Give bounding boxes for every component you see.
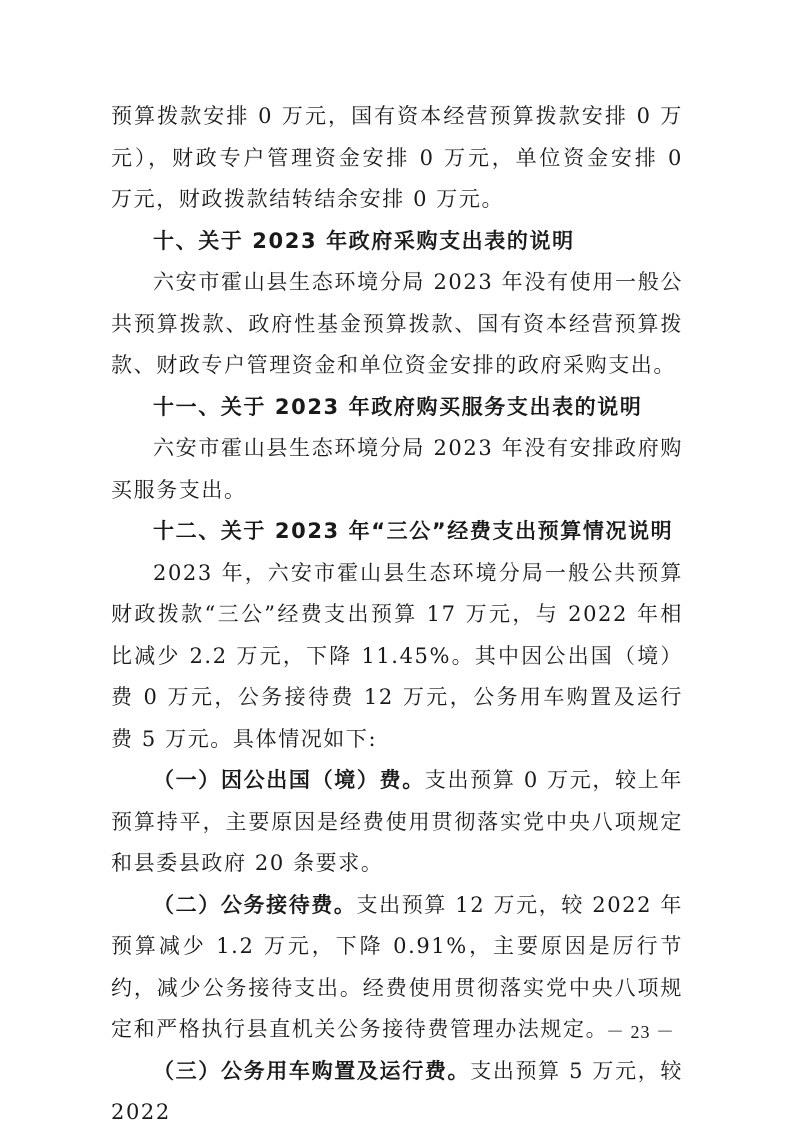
body-text bbox=[111, 96, 683, 1134]
paragraph-procurement: 六安市霍山县生态环境分局 2023 年没有使用一般公共预算拨款、政府性基金预算拨款、国有资本经营预算拨款、财政专户管理资金和单位资金安排的政府采购支出。 bbox=[111, 270, 683, 377]
paragraph-purchase-services: 六安市霍山县生态环境分局 2023 年没有安排政府购买服务支出。 bbox=[111, 436, 683, 502]
paragraph-three-public-summary: 2023 年，六安市霍山县生态环境分局一般公共预算财政拨款“三公”经费支出预算 17 万元，与 2022 年相比减少 2.2 万元，下降 11.45%。其中因公出国（境）费 0 万元，公务接待费 12 万元，公务用车购置及运行费 5 万元。具体情况如下: bbox=[111, 560, 683, 751]
paragraph-continuation: 预算拨款安排 0 万元，国有资本经营预算拨款安排 0 万元），财政专户管理资金安排 0 万元，单位资金安排 0 万元，财政拨款结转结余安排 0 万元。 bbox=[111, 104, 683, 211]
text-overseas-travel: 支出预算 0 万元，较上年预算持平，主要原因是经费使用贯彻落实党中央八项规定和县委县政府 20 条要求。 bbox=[111, 768, 683, 875]
paragraph-overseas-travel bbox=[111, 760, 683, 885]
paragraph-reception bbox=[111, 885, 683, 1051]
text-reception: 支出预算 12 万元，较 2022 年预算减少 1.2 万元，下降 0.91%，主要原因是厉行节约，减少公务接待支出。经费使用贯彻落实党中央八项规定和严格执行县直机关公务接待费管理办法规定。 bbox=[111, 892, 683, 1041]
section-heading-eleven: 十一、关于 2023 年政府购买服务支出表的说明 bbox=[153, 394, 643, 419]
paragraph-vehicles bbox=[111, 1051, 683, 1134]
page-number: － 23 － bbox=[606, 1022, 675, 1042]
lead-vehicles: （三）公务用车购置及运行费。 bbox=[153, 1058, 471, 1083]
lead-reception: （二）公务接待费。 bbox=[153, 892, 357, 917]
text-vehicles: 支出预算 5 万元，较 2022 bbox=[111, 1058, 683, 1124]
section-heading-twelve: 十二、关于 2023 年“三公”经费支出预算情况说明 bbox=[153, 519, 674, 543]
lead-overseas-travel: （一）因公出国（境）费。 bbox=[153, 768, 425, 792]
section-heading-ten: 十、关于 2023 年政府采购支出表的说明 bbox=[153, 228, 575, 253]
